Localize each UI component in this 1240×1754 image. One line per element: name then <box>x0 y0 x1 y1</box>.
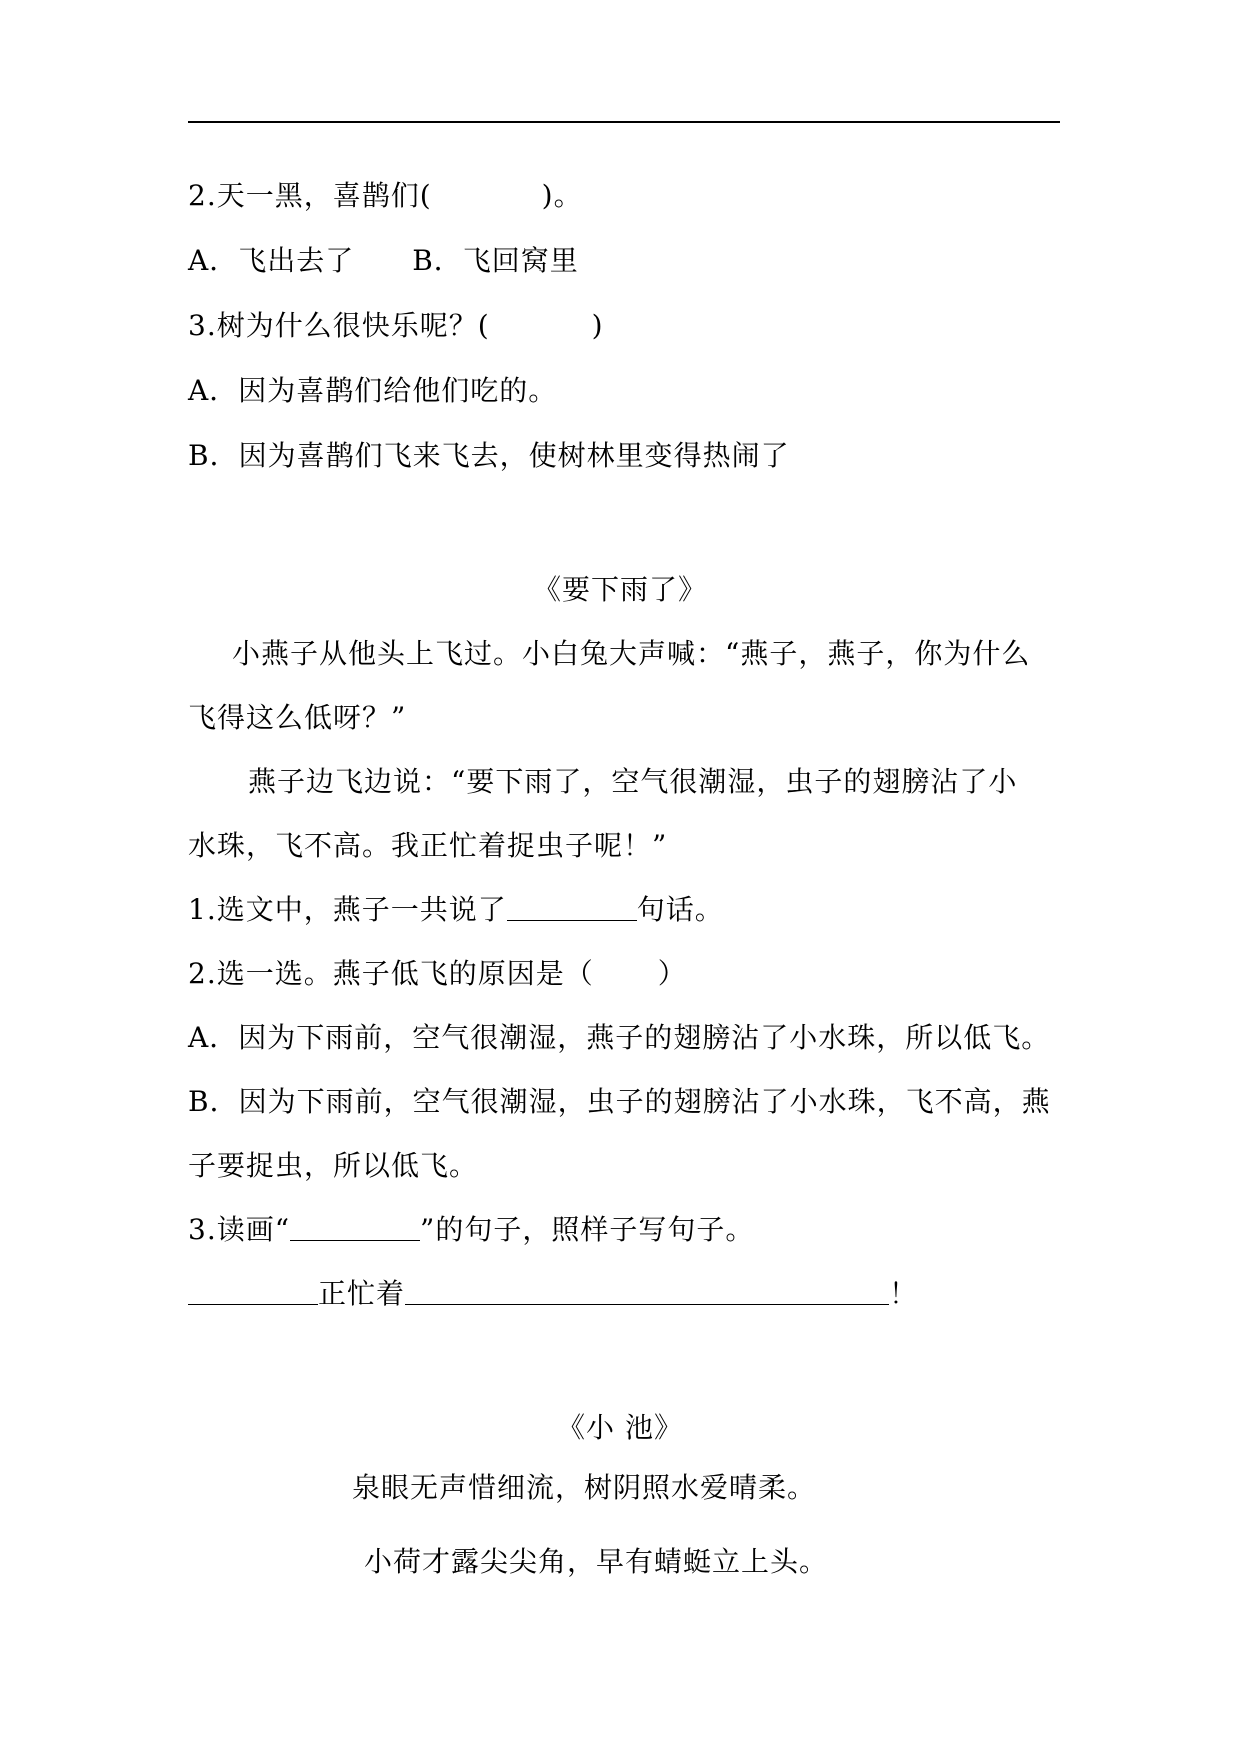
question-3 <box>188 308 604 344</box>
question-2-end: ） <box>657 957 687 990</box>
question-2-end: )。 <box>541 179 583 212</box>
header-rule <box>188 121 1060 123</box>
option-a: A．飞出去了 <box>188 244 355 277</box>
question-3-end: ) <box>591 309 604 342</box>
paragraph-1-line-1: 小燕子从他头上飞过。小白兔大声喊：“燕子，燕子，你为什么 <box>232 637 1031 670</box>
poem-line-1: 泉眼无声惜细流，树阴照水爱晴柔。 <box>352 1471 817 1504</box>
question-3-option-a: A．因为喜鹊们给他们吃的。 <box>188 374 558 407</box>
question-2 <box>188 178 583 214</box>
option-b: B．飞回窝里 <box>412 244 579 277</box>
question-3 <box>188 1212 754 1248</box>
paragraph-2-line-1: 燕子边飞边说：“要下雨了，空气很潮湿，虫子的翅膀沾了小 <box>248 765 1018 798</box>
question-2-options <box>188 243 579 279</box>
answer-blank-subject[interactable] <box>188 1278 318 1305</box>
question-2-text: 2.天一黑，喜鹊们( <box>188 179 432 212</box>
poem-line-2: 小荷才露尖尖角，早有蜻蜓立上头。 <box>364 1545 829 1578</box>
question-3-text: 3.读画“ <box>188 1213 291 1246</box>
question-1-end: 句话。 <box>636 893 724 926</box>
question-2 <box>188 956 687 992</box>
question-3-text: 3.树为什么很快乐呢？( <box>188 309 490 342</box>
fill-sentence <box>188 1276 918 1312</box>
paragraph-2-line-2: 水珠，飞不高。我正忙着捉虫子呢！” <box>188 829 668 862</box>
question-2-option-b-line-2: 子要捉虫，所以低飞。 <box>188 1149 479 1182</box>
question-1 <box>188 892 724 928</box>
question-2-text: 2.选一选。燕子低飞的原因是（ <box>188 957 594 990</box>
section-title-pond: 《小 池》 <box>557 1411 683 1444</box>
question-2-option-b-line-1: B．因为下雨前，空气很潮湿，虫子的翅膀沾了小水珠，飞不高，燕 <box>188 1085 1051 1118</box>
answer-blank-action[interactable] <box>405 1278 889 1305</box>
fill-end: ！ <box>889 1277 919 1310</box>
question-3-end: ”的句子，照样子写句子。 <box>420 1213 755 1246</box>
paragraph-1-line-2: 飞得这么低呀？” <box>188 701 407 734</box>
section-title-rain: 《要下雨了》 <box>532 573 707 606</box>
underline-sample <box>290 1214 420 1241</box>
answer-blank[interactable] <box>507 894 637 921</box>
fill-middle: 正忙着 <box>318 1277 406 1310</box>
question-3-option-b: B．因为喜鹊们飞来飞去，使树林里变得热闹了 <box>188 439 790 472</box>
question-1-text: 1.选文中，燕子一共说了 <box>188 893 507 926</box>
question-2-option-a: A．因为下雨前，空气很潮湿，燕子的翅膀沾了小水珠，所以低飞。 <box>188 1021 1051 1054</box>
